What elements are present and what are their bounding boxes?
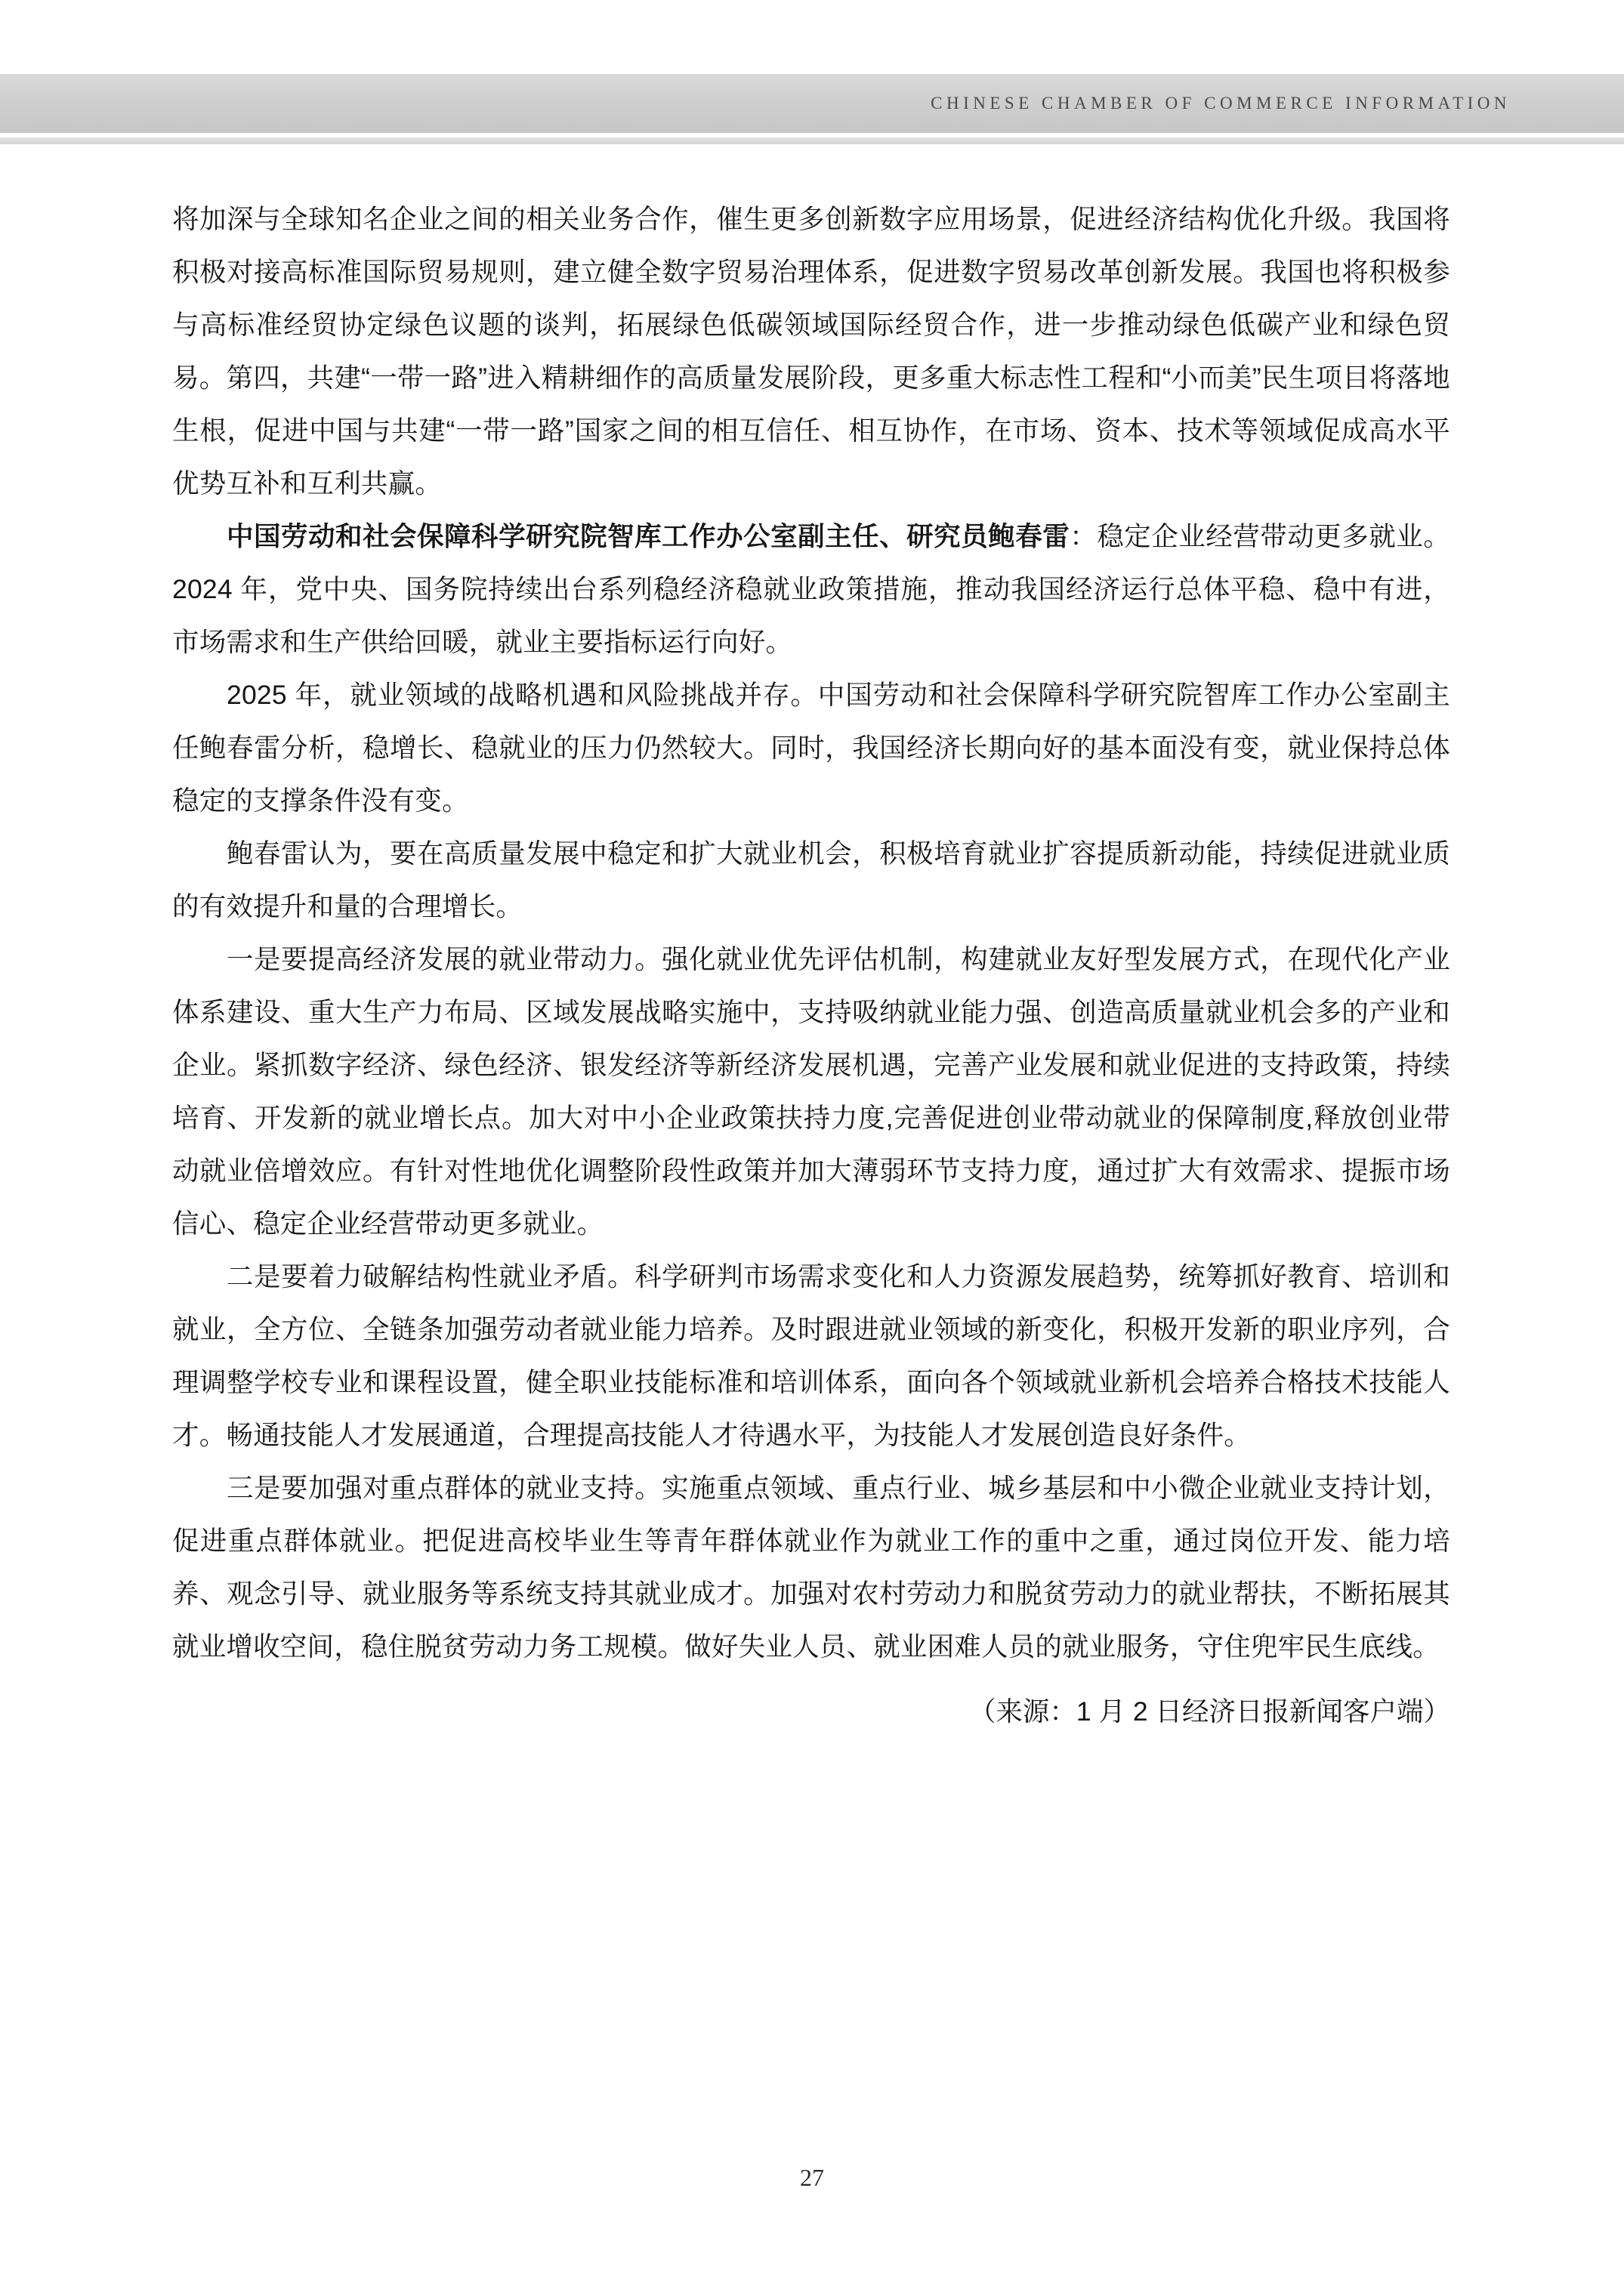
paragraph-5: 一是要提高经济发展的就业带动力。强化就业优先评估机制，构建就业友好型发展方式，在现代化产业体系建设、重大生产力布局、区域发展战略实施中，支持吸纳就业能力强、创造高质量就业机会多的产业和企业。紧抓数字经济、绿色经济、银发经济等新经济发展机遇，完善产业发展和就业促进的支持政策，持续培育、开发新的就业增长点。加大对中小企业政策扶持力度,完善促进创业带动就业的保障制度,释放创业带动就业倍增效应。有针对性地优化调整阶段性政策并加大薄弱环节支持力度，通过扩大有效需求、提振市场信心、稳定企业经营带动更多就业。 [172, 944, 1450, 1239]
paragraph-3: 2025 年，就业领域的战略机遇和风险挑战并存。中国劳动和社会保障科学研究院智库工作办公室副主任鲍春雷分析，稳增长、稳就业的压力仍然较大。同时，我国经济长期向好的基本面没有变，就业保持总体稳定的支撑条件没有变。 [172, 680, 1450, 816]
header-rule [0, 137, 1624, 144]
paragraph-1: 将加深与全球知名企业之间的相关业务合作，催生更多创新数字应用场景，促进经济结构优化升级。我国将积极对接高标准国际贸易规则，建立健全数字贸易治理体系，促进数字贸易改革创新发展。我国也将积极参与高标准经贸协定绿色议题的谈判，拓展绿色低碳领域国际经贸合作，进一步推动绿色低碳产业和绿色贸易。第四，共建“一带一路”进入精耕细作的高质量发展阶段，更多重大标志性工程和“小而美”民生项目将落地生根，促进中国与共建“一带一路”国家之间的相互信任、相互协作，在市场、资本、技术等领域促成高水平优势互补和互利共赢。 [172, 204, 1450, 498]
running-header-title: CHINESE CHAMBER OF COMMERCE INFORMATION [931, 94, 1511, 113]
article-body [172, 193, 1450, 1738]
paragraph-2 [172, 510, 1450, 668]
paragraph-2-text: ：稳定企业经营带动更多就业。2024 年，党中央、国务院持续出台系列稳经济稳就业政策措施，推动我国经济运行总体平稳、稳中有进，市场需求和生产供给回暖，就业主要指标运行向好。 [172, 521, 1450, 657]
paragraph-4: 鲍春雷认为，要在高质量发展中稳定和扩大就业机会，积极培育就业扩容提质新动能，持续促进就业质的有效提升和量的合理增长。 [172, 838, 1450, 921]
paragraph-2-lead: 中国劳动和社会保障科学研究院智库工作办公室副主任、研究员鲍春雷 [227, 521, 1070, 551]
source-attribution: （来源：1 月 2 日经济日报新闻客户端） [968, 1696, 1450, 1727]
page-header-band [0, 74, 1624, 133]
paragraph-7: 三是要加强对重点群体的就业支持。实施重点领域、重点行业、城乡基层和中小微企业就业支持计划，促进重点群体就业。把促进高校毕业生等青年群体就业作为就业工作的重中之重，通过岗位开发、能力培养、观念引导、就业服务等系统支持其就业成才。加强对农村劳动力和脱贫劳动力的就业帮扶，不断拓展其就业增收空间，稳住脱贫劳动力务工规模。做好失业人员、就业困难人员的就业服务，守住兜牢民生底线。 [172, 1473, 1450, 1662]
page-number: 27 [800, 2164, 824, 2191]
paragraph-6: 二是要着力破解结构性就业矛盾。科学研判市场需求变化和人力资源发展趋势，统筹抓好教育、培训和就业，全方位、全链条加强劳动者就业能力培养。及时跟进就业领域的新变化，积极开发新的职业序列，合理调整学校专业和课程设置，健全职业技能标准和培训体系，面向各个领域就业新机会培养合格技术技能人才。畅通技能人才发展通道，合理提高技能人才待遇水平，为技能人才发展创造良好条件。 [172, 1261, 1450, 1450]
